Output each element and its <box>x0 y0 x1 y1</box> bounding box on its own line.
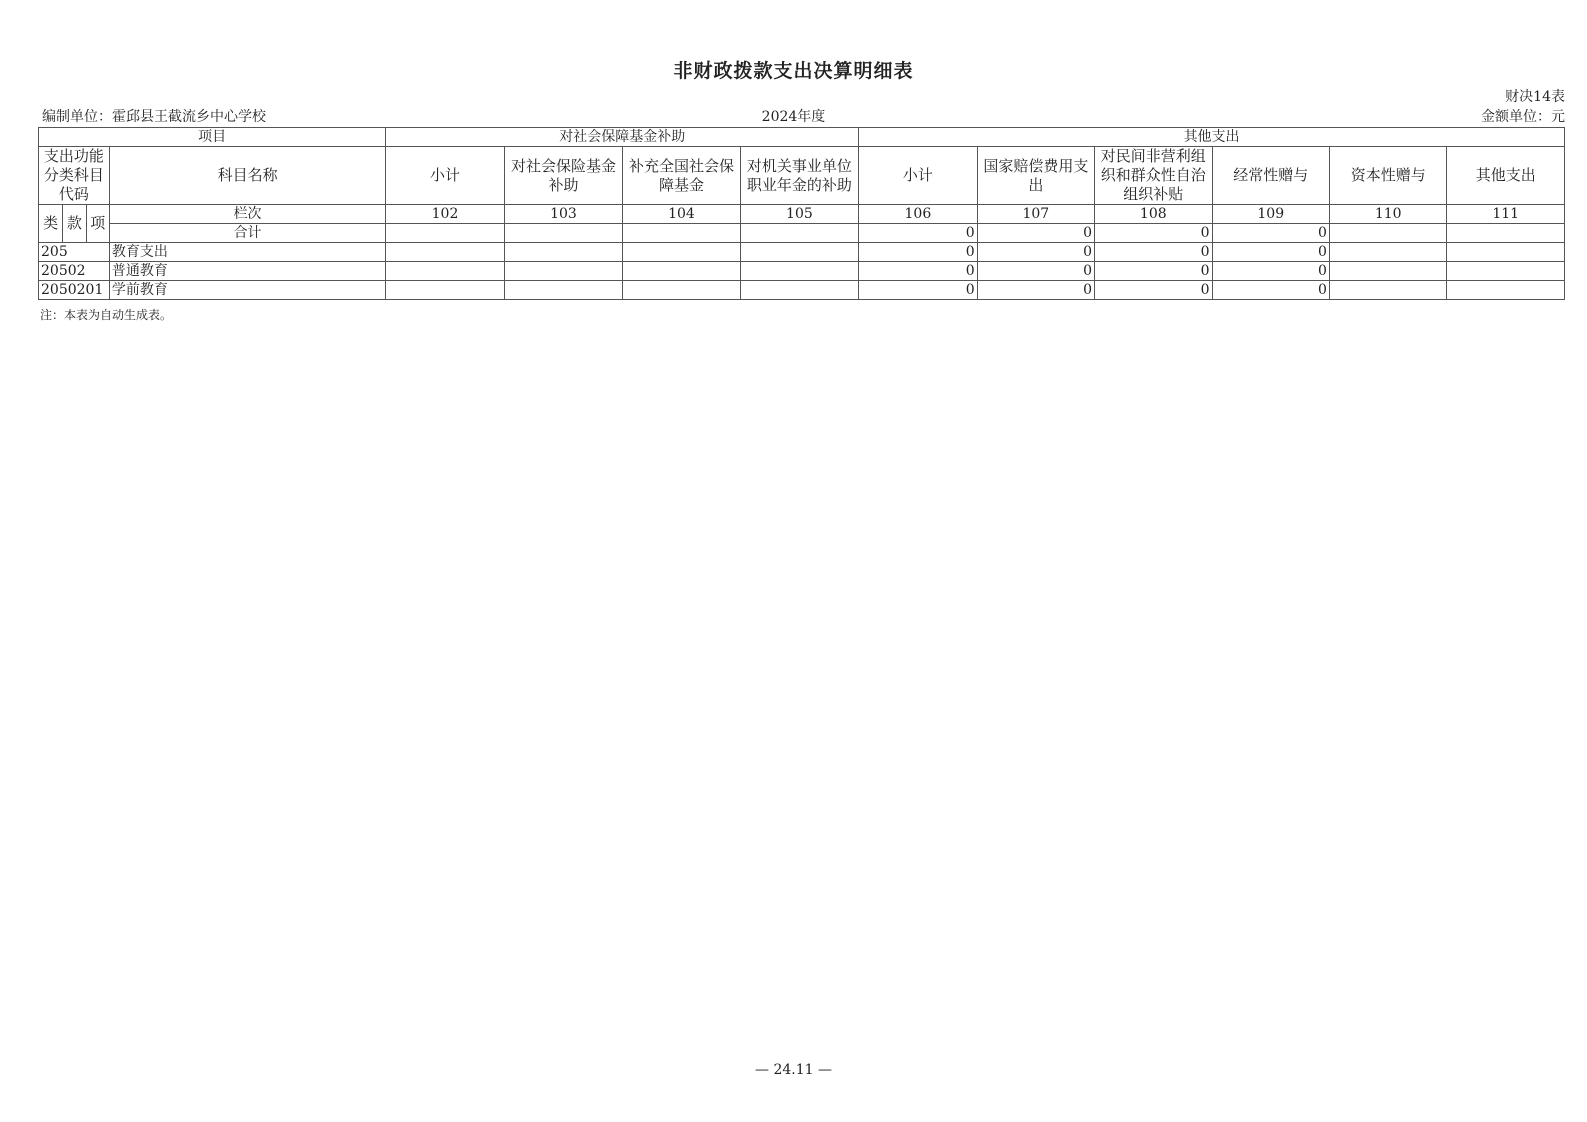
col-number: 111 <box>1447 205 1565 224</box>
row-cell <box>1447 262 1565 281</box>
header-xiang: 项 <box>86 205 109 243</box>
row-cell <box>740 281 858 300</box>
total-cell <box>623 224 740 243</box>
row-cell: 0 <box>1212 281 1329 300</box>
total-cell: 0 <box>1095 224 1212 243</box>
table-row <box>39 262 1565 281</box>
col-number: 106 <box>859 205 977 224</box>
total-row <box>39 224 1565 243</box>
col-number: 107 <box>977 205 1094 224</box>
col-number: 105 <box>740 205 858 224</box>
fiscal-year: 2024年度 <box>761 109 826 125</box>
expenditure-table <box>38 127 1565 300</box>
table-row <box>39 281 1565 300</box>
row-cell <box>623 243 740 262</box>
row-cell: 0 <box>1212 262 1329 281</box>
row-cell <box>1447 243 1565 262</box>
row-cell <box>504 262 622 281</box>
row-cell: 0 <box>1095 281 1212 300</box>
row-cell: 0 <box>859 243 977 262</box>
total-cell <box>1447 224 1565 243</box>
row-cell <box>740 262 858 281</box>
row-code: 2050201 <box>39 281 110 300</box>
header-kuan: 款 <box>63 205 86 243</box>
total-cell: 0 <box>977 224 1094 243</box>
header-item: 项目 <box>39 128 386 147</box>
row-cell: 0 <box>977 262 1094 281</box>
row-cell: 0 <box>859 281 977 300</box>
money-unit: 金额单位：元 <box>1481 109 1565 125</box>
header-name-label: 科目名称 <box>109 147 385 205</box>
col-number: 110 <box>1329 205 1446 224</box>
header-lanci: 栏次 <box>109 205 385 224</box>
header-col: 对社会保险基金补助 <box>504 147 622 205</box>
col-number: 108 <box>1095 205 1212 224</box>
row-cell: 0 <box>1212 243 1329 262</box>
header-group-other: 其他支出 <box>859 128 1565 147</box>
header-col: 国家赔偿费用支出 <box>977 147 1094 205</box>
total-cell: 0 <box>1212 224 1329 243</box>
row-cell <box>386 262 504 281</box>
col-number: 102 <box>386 205 504 224</box>
header-code-label: 支出功能分类科目代码 <box>39 147 110 205</box>
row-cell <box>1329 262 1446 281</box>
header-col: 对机关事业单位职业年金的补助 <box>740 147 858 205</box>
compiling-unit: 编制单位：霍邱县王截流乡中心学校 <box>42 109 266 125</box>
row-cell: 0 <box>859 262 977 281</box>
total-cell <box>504 224 622 243</box>
total-cell: 0 <box>859 224 977 243</box>
table-row <box>39 243 1565 262</box>
total-cell <box>1329 224 1446 243</box>
page-title: 非财政拨款支出决算明细表 <box>673 60 914 82</box>
row-cell: 0 <box>1095 243 1212 262</box>
col-number: 109 <box>1212 205 1329 224</box>
row-cell <box>623 281 740 300</box>
row-code: 20502 <box>39 262 110 281</box>
row-cell <box>740 243 858 262</box>
row-name: 教育支出 <box>109 243 385 262</box>
row-cell: 0 <box>1095 262 1212 281</box>
row-cell <box>1447 281 1565 300</box>
row-cell <box>386 243 504 262</box>
header-col: 小计 <box>859 147 977 205</box>
row-cell: 0 <box>977 281 1094 300</box>
col-number: 104 <box>623 205 740 224</box>
row-cell: 0 <box>977 243 1094 262</box>
row-cell <box>623 262 740 281</box>
header-col: 经常性赠与 <box>1212 147 1329 205</box>
row-cell <box>504 281 622 300</box>
total-label: 合计 <box>109 224 385 243</box>
page-number: — 24.11 — <box>755 1062 832 1078</box>
header-group-social-security: 对社会保障基金补助 <box>386 128 859 147</box>
header-col: 补充全国社会保障基金 <box>623 147 740 205</box>
header-col: 其他支出 <box>1447 147 1565 205</box>
row-cell <box>386 281 504 300</box>
row-name: 普通教育 <box>109 262 385 281</box>
table-note: 注：本表为自动生成表。 <box>40 308 173 322</box>
header-col: 小计 <box>386 147 504 205</box>
row-cell <box>504 243 622 262</box>
header-col: 对民间非营利组织和群众性自治组织补贴 <box>1095 147 1212 205</box>
header-col: 资本性赠与 <box>1329 147 1446 205</box>
row-cell <box>1329 281 1446 300</box>
col-number: 103 <box>504 205 622 224</box>
row-name: 学前教育 <box>109 281 385 300</box>
header-lei: 类 <box>39 205 63 243</box>
total-cell <box>740 224 858 243</box>
total-cell <box>386 224 504 243</box>
row-code: 205 <box>39 243 110 262</box>
row-cell <box>1329 243 1446 262</box>
form-number: 财决14表 <box>1505 89 1565 105</box>
